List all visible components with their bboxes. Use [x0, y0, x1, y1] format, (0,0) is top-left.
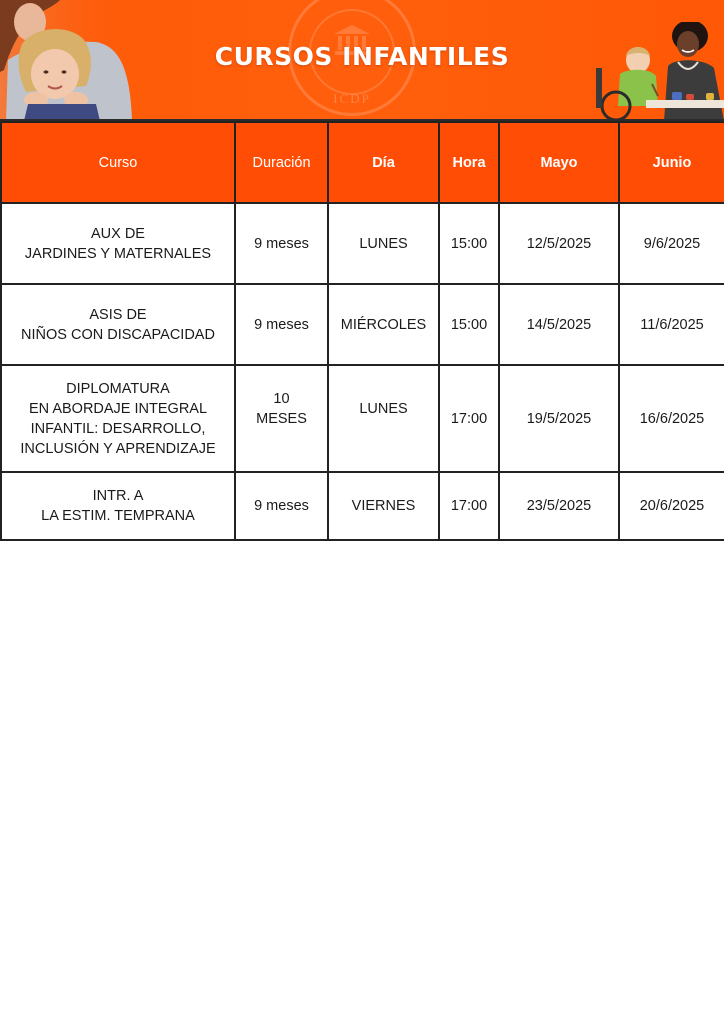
- day-cell: [328, 365, 439, 472]
- column-header-curso: Curso: [1, 122, 235, 203]
- course-day: LUNES: [359, 235, 408, 252]
- course-time: 15:00: [450, 235, 488, 252]
- june-date-cell: [619, 365, 724, 472]
- seal-text: ICDP: [333, 91, 371, 106]
- course-day: LUNES: [359, 400, 408, 417]
- column-header-hora: Hora: [439, 122, 499, 203]
- column-header-mayo: Mayo: [499, 122, 619, 203]
- june-date-cell: [619, 284, 724, 365]
- duration-cell: [235, 472, 328, 540]
- course-name-cell: [1, 284, 235, 365]
- column-header-dia: Día: [328, 122, 439, 203]
- time-cell: [439, 284, 499, 365]
- course-time: 17:00: [450, 410, 488, 427]
- course-name-cell: [1, 472, 235, 540]
- table-row: [1, 284, 724, 365]
- column-header-junio: Junio: [619, 122, 724, 203]
- header-banner: [0, 0, 724, 121]
- page-title: CURSOS INFANTILES: [214, 42, 510, 71]
- course-name-cell: [1, 365, 235, 472]
- course-name: INTR. A LA ESTIM. TEMPRANA: [41, 488, 195, 524]
- teacher-and-child-in-wheelchair-photo: [586, 22, 724, 121]
- time-cell: [439, 472, 499, 540]
- may-start-date: 19/5/2025: [526, 410, 592, 427]
- june-start-date: 9/6/2025: [643, 235, 701, 252]
- course-duration: 10 MESES: [256, 390, 307, 427]
- time-cell: [439, 365, 499, 472]
- day-cell: [328, 472, 439, 540]
- course-name: AUX DE JARDINES Y MATERNALES: [24, 225, 212, 262]
- course-day: MIÉRCOLES: [340, 316, 427, 333]
- june-start-date: 16/6/2025: [639, 410, 705, 427]
- table-row: [1, 203, 724, 284]
- course-name-cell: [1, 203, 235, 284]
- duration-cell: [235, 365, 328, 472]
- course-duration: 9 meses: [254, 235, 309, 252]
- may-start-date: 23/5/2025: [526, 498, 592, 514]
- column-header-duracion: Duración: [235, 122, 328, 203]
- courses-table: [0, 121, 724, 541]
- duration-cell: [235, 284, 328, 365]
- june-start-date: 11/6/2025: [640, 316, 704, 333]
- june-date-cell: [619, 472, 724, 540]
- june-date-cell: [619, 203, 724, 284]
- day-cell: [328, 203, 439, 284]
- june-start-date: 20/6/2025: [639, 498, 705, 514]
- may-date-cell: [499, 284, 619, 365]
- day-cell: [328, 284, 439, 365]
- table-row: [1, 472, 724, 540]
- course-day: VIERNES: [351, 498, 416, 514]
- course-duration: 9 meses: [254, 498, 309, 514]
- may-start-date: 12/5/2025: [526, 235, 592, 252]
- course-time: 17:00: [450, 498, 488, 514]
- course-name: DIPLOMATURA EN ABORDAJE INTEGRAL INFANTIL: DESARROLLO, INCLUSIÓN Y APRENDIZAJE: [20, 380, 216, 457]
- course-duration: 9 meses: [254, 316, 309, 333]
- course-time: 15:00: [450, 316, 488, 333]
- table-row: [1, 365, 724, 472]
- time-cell: [439, 203, 499, 284]
- duration-cell: [235, 203, 328, 284]
- may-start-date: 14/5/2025: [526, 316, 592, 333]
- may-date-cell: [499, 203, 619, 284]
- may-date-cell: [499, 365, 619, 472]
- may-date-cell: [499, 472, 619, 540]
- table-header-row: [1, 122, 724, 203]
- course-name: ASIS DE NIÑOS CON DISCAPACIDAD: [21, 306, 215, 343]
